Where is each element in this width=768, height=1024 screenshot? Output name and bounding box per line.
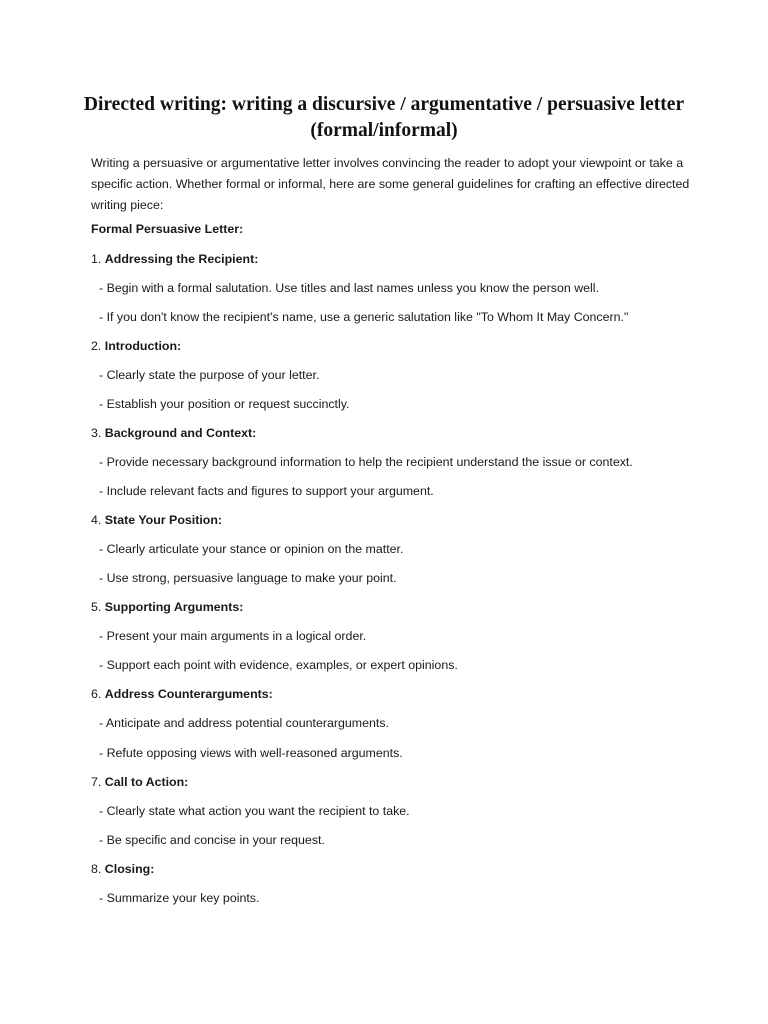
step-heading	[91, 599, 243, 615]
step-number: 5.	[91, 600, 102, 614]
section-heading: Formal Persuasive Letter:	[91, 222, 244, 236]
list-item: - Be specific and concise in your request.	[99, 833, 325, 847]
list-item: - Clearly articulate your stance or opinion on the matter.	[99, 542, 404, 556]
list-item: - Establish your position or request succinctly.	[99, 397, 350, 411]
step-number: 4.	[91, 513, 102, 527]
list-item: - Support each point with evidence, examples, or expert opinions.	[99, 658, 458, 672]
list-item: - Summarize your key points.	[99, 891, 260, 905]
step-title: State Your Position:	[104, 513, 223, 527]
step-heading	[91, 861, 154, 877]
list-item: - Anticipate and address potential counterarguments.	[99, 716, 389, 730]
step-number: 6.	[91, 687, 102, 701]
step-number: 8.	[91, 862, 102, 876]
step-number: 1.	[91, 252, 102, 266]
step-number: 3.	[91, 426, 102, 440]
list-item: - Refute opposing views with well-reasoned arguments.	[99, 746, 403, 760]
step-heading	[91, 251, 258, 267]
step-heading	[91, 686, 273, 702]
list-item: - Include relevant facts and figures to support your argument.	[99, 484, 434, 498]
step-title: Background and Context:	[104, 426, 257, 440]
list-item: - Begin with a formal salutation. Use titles and last names unless you know the person well.	[99, 281, 600, 295]
step-title: Address Counterarguments:	[104, 687, 273, 701]
step-title: Introduction:	[104, 339, 182, 353]
step-title: Addressing the Recipient:	[104, 252, 259, 266]
step-number: 2.	[91, 339, 102, 353]
list-item: - Present your main arguments in a logical order.	[99, 629, 367, 643]
list-item: - If you don't know the recipient's name, use a generic salutation like "To Whom It May Concern."	[99, 310, 629, 324]
step-title: Supporting Arguments:	[104, 600, 244, 614]
document-title: Directed writing: writing a discursive / argumentative / persuasive letter (formal/informal)	[83, 94, 685, 141]
step-heading	[91, 338, 181, 354]
step-title: Closing:	[104, 862, 155, 876]
step-number: 7.	[91, 775, 102, 789]
list-item: - Use strong, persuasive language to make your point.	[99, 571, 397, 585]
step-heading	[91, 425, 256, 441]
list-item: - Provide necessary background information to help the recipient understand the issue or context.	[99, 455, 633, 469]
intro-paragraph: Writing a persuasive or argumentative letter involves convincing the reader to adopt your viewpoint or take a specific action. Whether formal or informal, here are some general guidelines for crafting an effective directed writing piece:	[91, 156, 690, 212]
step-title: Call to Action:	[104, 775, 189, 789]
step-heading	[91, 512, 222, 528]
list-item: - Clearly state what action you want the recipient to take.	[99, 804, 410, 818]
step-heading	[91, 774, 188, 790]
list-item: - Clearly state the purpose of your letter.	[99, 368, 320, 382]
